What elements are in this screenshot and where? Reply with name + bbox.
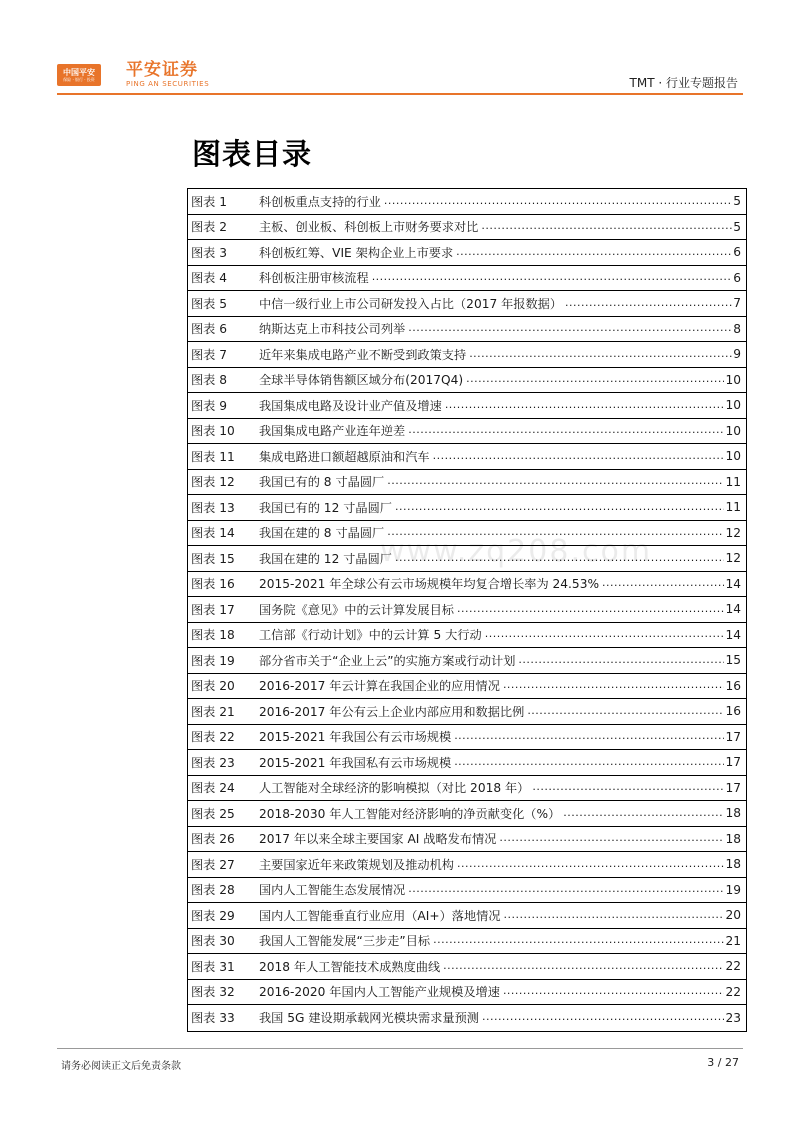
toc-dot-leader [518,654,724,667]
toc-row[interactable] [188,1005,746,1031]
toc-page-number: 5 [733,219,741,234]
toc-figure-label: 图表 12 [191,475,235,490]
toc-dot-leader [485,628,725,641]
toc-row[interactable] [188,342,746,368]
toc-figure-label: 图表 19 [191,653,235,668]
toc-figure-title: 纳斯达克上市科技公司列举 [259,322,406,337]
toc-page-number: 7 [733,296,741,311]
disclaimer-note: 请务必阅读正文后免责条款 [61,1061,181,1072]
toc-dot-leader [456,246,732,259]
toc-page-number: 14 [725,627,741,642]
logo-badge-subtext: 保险 · 银行 · 投资 [63,76,95,82]
toc-figure-label: 图表 11 [191,449,235,464]
page-number: 3 / 27 [707,1056,739,1069]
toc-figure-label: 图表 26 [191,832,235,847]
toc-dot-leader [408,424,724,437]
page-header [0,0,800,100]
toc-figure-label: 图表 8 [191,373,228,388]
toc-row[interactable] [188,597,746,623]
toc-row[interactable] [188,572,746,598]
toc-page-number: 17 [725,755,741,770]
toc-page-number: 18 [725,857,741,872]
toc-dot-leader [503,679,725,692]
toc-row[interactable] [188,801,746,827]
toc-figure-label: 图表 27 [191,857,235,872]
toc-dot-leader [387,526,724,539]
toc-figure-label: 图表 14 [191,526,235,541]
toc-figure-title: 2018 年人工智能技术成熟度曲线 [259,959,441,974]
toc-page-number: 17 [725,729,741,744]
toc-page-number: 22 [725,959,741,974]
toc-figure-label: 图表 6 [191,322,228,337]
toc-row[interactable] [188,189,746,215]
toc-figure-label: 图表 5 [191,296,228,311]
toc-figure-title: 部分省市关于“企业上云”的实施方案或行动计划 [259,653,516,668]
toc-figure-title: 2016-2020 年国内人工智能产业规模及增速 [259,985,500,1000]
brand-name-en: PING AN SECURITIES [126,80,210,88]
toc-row[interactable] [188,980,746,1006]
toc-figure-title: 我国集成电路产业连年逆差 [259,424,406,439]
toc-figure-label: 图表 3 [191,245,228,260]
toc-page-number: 10 [725,423,741,438]
toc-figure-label: 图表 28 [191,883,235,898]
toc-dot-leader [433,934,724,947]
toc-figure-title: 全球半导体销售额区域分布(2017Q4) [259,373,464,388]
toc-figure-label: 图表 33 [191,1011,235,1026]
toc-page-number: 11 [725,474,741,489]
toc-figure-title: 2016-2017 年公有云上企业内部应用和数据比例 [259,704,525,719]
toc-page-number: 20 [725,908,741,923]
toc-figure-title: 中信一级行业上市公司研发投入占比（2017 年报数据） [259,296,563,311]
toc-page-number: 11 [725,500,741,515]
toc-figure-label: 图表 32 [191,985,235,1000]
toc-page-number: 22 [725,984,741,999]
watermark: www.zq208.com [380,534,653,569]
toc-figure-title: 工信部《行动计划》中的云计算 5 大行动 [259,628,482,643]
toc-page-number: 10 [725,398,741,413]
toc-page-number: 16 [725,678,741,693]
toc-figure-title: 科创板注册审核流程 [259,271,369,286]
toc-figure-label: 图表 16 [191,577,235,592]
toc-row[interactable] [188,240,746,266]
toc-dot-leader [443,960,724,973]
toc-page-number: 9 [733,347,741,362]
toc-row[interactable] [188,954,746,980]
toc-dot-leader [499,832,724,845]
toc-dot-leader [454,730,724,743]
toc-page-number: 23 [725,1010,741,1025]
toc-figure-label: 图表 23 [191,755,235,770]
toc-figure-title: 近年来集成电路产业不断受到政策支持 [259,347,467,362]
toc-figure-title: 2016-2017 年云计算在我国企业的应用情况 [259,679,500,694]
toc-dot-leader [481,220,732,233]
toc-row[interactable] [188,623,746,649]
toc-figure-label: 图表 24 [191,781,235,796]
toc-page-number: 12 [725,551,741,566]
toc-page-number: 19 [725,882,741,897]
toc-page-number: 14 [725,602,741,617]
toc-figure-title: 我国集成电路及设计业产值及增速 [259,398,442,413]
toc-figure-title: 我国已有的 12 寸晶圆厂 [259,500,392,515]
toc-row[interactable] [188,929,746,955]
toc-dot-leader [466,373,724,386]
toc-figure-label: 图表 2 [191,220,228,235]
toc-page-number: 6 [733,270,741,285]
toc-row[interactable] [188,546,746,572]
toc-page-number: 16 [725,704,741,719]
toc-figure-title: 主板、创业板、科创板上市财务要求对比 [259,220,479,235]
toc-figure-title: 科创板重点支持的行业 [259,194,381,209]
toc-figure-label: 图表 1 [191,194,228,209]
toc-figure-label: 图表 15 [191,551,235,566]
toc-dot-leader [565,297,732,310]
toc-dot-leader [395,552,725,565]
toc-dot-leader [457,858,724,871]
report-type: TMT · 行业专题报告 [629,76,738,90]
toc-dot-leader [433,450,725,463]
pingan-group-logo [57,64,101,86]
toc-row[interactable] [188,852,746,878]
toc-figure-title: 2015-2021 年我国私有云市场规模 [259,755,452,770]
toc-row[interactable] [188,827,746,853]
toc-figure-label: 图表 21 [191,704,235,719]
footer-divider [57,1048,743,1049]
toc-dot-leader [454,756,724,769]
toc-dot-leader [457,603,724,616]
toc-row[interactable] [188,317,746,343]
toc-figure-title: 集成电路进口额超越原油和汽车 [259,449,430,464]
toc-dot-leader [387,475,724,488]
toc-page-number: 21 [725,933,741,948]
toc-figure-title: 2015-2021 年全球公有云市场规模年均复合增长率为 24.53% [259,577,600,592]
toc-row[interactable] [188,725,746,751]
toc-figure-title: 我国在建的 8 寸晶圆厂 [259,526,385,541]
toc-figure-title: 2017 年以来全球主要国家 AI 战略发布情况 [259,832,497,847]
toc-figure-label: 图表 31 [191,959,235,974]
header-divider [57,93,743,95]
toc-dot-leader [532,781,724,794]
toc-page-number: 18 [725,831,741,846]
toc-figure-title: 主要国家近年来政策规划及推动机构 [259,857,454,872]
toc-row[interactable] [188,393,746,419]
toc-row[interactable] [188,903,746,929]
toc-dot-leader [372,271,733,284]
toc-row[interactable] [188,444,746,470]
toc-dot-leader [504,909,725,922]
toc-dot-leader [408,322,732,335]
toc-row[interactable] [188,521,746,547]
toc-figure-title: 国内人工智能垂直行业应用（AI+）落地情况 [259,908,501,923]
toc-dot-leader [384,195,732,208]
toc-figure-label: 图表 20 [191,679,235,694]
page-title: 图表目录 [192,137,313,171]
toc-figure-title: 科创板红筹、VIE 架构企业上市要求 [259,245,454,260]
toc-figure-label: 图表 18 [191,628,235,643]
toc-page-number: 8 [733,321,741,336]
toc-figure-label: 图表 4 [191,271,228,286]
toc-dot-leader [395,501,725,514]
toc-figure-title: 2015-2021 年我国公有云市场规模 [259,730,452,745]
toc-row[interactable] [188,368,746,394]
toc-page-number: 10 [725,449,741,464]
toc-figure-title: 我国已有的 8 寸晶圆厂 [259,475,385,490]
toc-figure-label: 图表 29 [191,908,235,923]
toc-dot-leader [482,1011,725,1024]
toc-figure-title: 我国在建的 12 寸晶圆厂 [259,551,392,566]
toc-page-number: 17 [725,780,741,795]
toc-dot-leader [408,883,724,896]
figure-toc-table [187,188,747,1032]
toc-page-number: 6 [733,245,741,260]
toc-figure-label: 图表 25 [191,806,235,821]
toc-page-number: 15 [725,653,741,668]
toc-row[interactable] [188,291,746,317]
toc-row[interactable] [188,266,746,292]
toc-row[interactable] [188,470,746,496]
toc-figure-label: 图表 22 [191,730,235,745]
toc-dot-leader [445,399,725,412]
brand-logo [126,60,209,89]
toc-row[interactable] [188,699,746,725]
toc-figure-label: 图表 13 [191,500,235,515]
toc-row[interactable] [188,648,746,674]
brand-name-cn: 平安证券 [126,60,198,80]
toc-figure-title: 国务院《意见》中的云计算发展目标 [259,602,454,617]
toc-dot-leader [527,705,724,718]
toc-figure-label: 图表 10 [191,424,235,439]
toc-row[interactable] [188,215,746,241]
toc-figure-label: 图表 7 [191,347,228,362]
toc-figure-label: 图表 9 [191,398,228,413]
toc-row[interactable] [188,674,746,700]
toc-row[interactable] [188,776,746,802]
toc-page-number: 10 [725,372,741,387]
toc-figure-label: 图表 17 [191,602,235,617]
toc-row[interactable] [188,419,746,445]
toc-dot-leader [469,348,732,361]
toc-figure-title: 我国人工智能发展“三步走”目标 [259,934,431,949]
toc-page-number: 12 [725,525,741,540]
toc-figure-label: 图表 30 [191,934,235,949]
toc-dot-leader [602,577,724,590]
toc-page-number: 5 [733,194,741,209]
toc-row[interactable] [188,495,746,521]
toc-row[interactable] [188,878,746,904]
toc-page-number: 14 [725,576,741,591]
toc-figure-title: 我国 5G 建设期承载网光模块需求量预测 [259,1011,479,1026]
toc-dot-leader [563,807,724,820]
toc-row[interactable] [188,750,746,776]
toc-figure-title: 人工智能对全球经济的影响模拟（对比 2018 年） [259,781,530,796]
toc-page-number: 18 [725,806,741,821]
toc-figure-title: 2018-2030 年人工智能对经济影响的净贡献变化（%） [259,806,561,821]
toc-figure-title: 国内人工智能生态发展情况 [259,883,406,898]
toc-dot-leader [503,985,725,998]
logo-badge-text: 中国平安 [63,67,95,77]
